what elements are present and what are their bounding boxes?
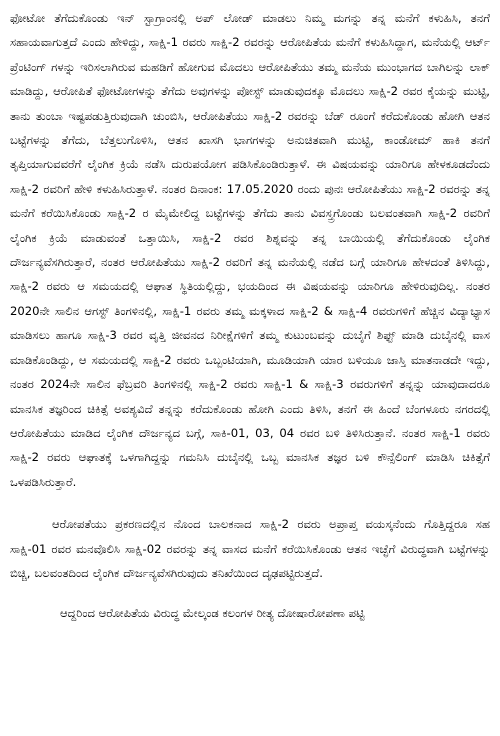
body-paragraph-1: ಫೋಟೋ ತೆಗೆದುಕೊಂಡು ಇನ್ ಸ್ಟಾಗ್ರಾಂನಲ್ಲಿ ಅಪ್ ಲೋಡ್ ಮಾಡಲು ನಿಮ್ಮ ಮಗನ್ನು ತನ್ನ ಮನೆಗೆ ಕಳುಹಿಸಿ, ತನಗೆ ಸಹಾಯವಾಗುತ್ತದೆ ಎಂದು ಹೇಳಿದ್ದು, ಸಾಕ್ಷಿ-1 ರವರು ಸಾಕ್ಷಿ-2 ರವರನ್ನು ಆರೋಪಿತೆಯ ಮನೆಗೆ ಕಳುಹಿಸಿದ್ದಾಗ, ಮನೆಯಲ್ಲಿ ಆರ್ಟ್ ಪ್ರೆಂಟಿಂಗ್ ಗಳನ್ನು ಇರಿಸಲಾಗಿರುವ ಮಹಡಿಗೆ ಹೋಗುವ ಮೊದಲು ಆರೋಪಿತೆಯು ತಮ್ಮ ಮನೆಯ ಮುಂಭಾಗದ ಬಾಗಿಲನ್ನು ಲಾಕ್ ಮಾಡಿದ್ದು, ಆರೋಪಿತೆ ಫೋಟೋಗಳನ್ನು ತೆಗೆದು ಅವುಗಳನ್ನು ಪೋಸ್ಟ್ ಮಾಡುವುದಕ್ಕೂ ಮೊದಲು ಸಾಕ್ಷಿ-2 ರವರ ಕೈಯನ್ನು ಮುಟ್ಟಿ, ತಾನು ತುಂಬಾ ಇಷ್ಟಪಡುತ್ತಿರುವುದಾಗಿ ಚುಂಬಿಸಿ, ಆರೋಪಿತೆಯು ಸಾಕ್ಷಿ-2 ರವರನ್ನು ಬೆಡ್ ರೂಂಗೆ ಕರೆದುಕೊಂಡು ಹೋಗಿ ಆತನ ಬಟ್ಟೆಗಳನ್ನು ತೆಗೆದು, ಬೆತ್ತಲುಗೊಳಿಸಿ, ಆತನ ಖಾಸಗಿ ಭಾಗಗಳನ್ನು ಅನುಚಿತವಾಗಿ ಮುಟ್ಟಿ, ಕಾಂಡೋಮ್ ಹಾಕಿ ತನಗೆ ತೃಪ್ತಿಯಾಗುವವರೆಗೆ ಲೈಂಗಿಕ ಕ್ರಿಯೆ ನಡೆಸಿ ದುರುಪಯೋಗ ಪಡಿಸಿಕೊಂಡಿರುತ್ತಾಳೆ. ಈ ವಿಷಯವನ್ನು ಯಾರಿಗೂ ಹೇಳಕೂಡದೆಂದು ಸಾಕ್ಷಿ-2 ರವರಿಗೆ ಹೇಳಿ ಕಳುಹಿಸಿರುತ್ತಾಳೆ. ನಂತರ ದಿನಾಂಕ: 17.05.2020 ರಂದು ಪುನಃ ಆರೋಪಿತೆಯು ಸಾಕ್ಷಿ-2 ರವರನ್ನು ತನ್ನ ಮನೆಗೆ ಕರೆಯಿಸಿಕೊಂಡು ಸಾಕ್ಷಿ-2 ರ ಮೈಮೇಲಿದ್ದ ಬಟ್ಟೆಗಳನ್ನು ತೆಗೆದು ತಾನು ವಿವಸ್ತ್ರಗೊಂಡು ಬಲವಂತವಾಗಿ ಸಾಕ್ಷಿ-2 ರವರಿಗೆ ಲೈಂಗಿಕ ಕ್ರಿಯೆ ಮಾಡುವಂತೆ ಒತ್ತಾಯಿಸಿ, ಸಾಕ್ಷಿ-2 ರವರ ಶಿಶ್ನವನ್ನು ತನ್ನ ಬಾಯಿಯಲ್ಲಿ ತೆಗೆದುಕೊಂಡು ಲೈಂಗಿಕ ದೌರ್ಜನ್ಯವೆಸಗಿರುತ್ತಾರೆ, ನಂತರ ಆರೋಪಿತೆಯು ಸಾಕ್ಷಿ-2 ರವರಿಗೆ ತನ್ನ ಮನೆಯಲ್ಲಿ ನಡೆದ ಬಗ್ಗೆ ಯಾರಿಗೂ ಹೇಳದಂತೆ ತಿಳಿಸಿದ್ದು, ಸಾಕ್ಷಿ-2 ರವರು ಆ ಸಮಯದಲ್ಲಿ ಆಘಾತ ಸ್ಥಿತಿಯಲ್ಲಿದ್ದು, ಭಯದಿಂದ ಈ ವಿಷಯವನ್ನು ಯಾರಿಗೂ ಹೇಳಿರುವುದಿಲ್ಲ. ನಂತರ 2020ನೇ ಸಾಲಿನ ಆಗಸ್ಟ್ ತಿಂಗಳಿನಲ್ಲಿ, ಸಾಕ್ಷಿ-1 ರವರು ತಮ್ಮ ಮಕ್ಕಳಾದ ಸಾಕ್ಷಿ-2 & ಸಾಕ್ಷಿ-4 ರವರುಗಳಿಗೆ ಹೆಚ್ಚಿನ ವಿದ್ಯಾಭ್ಯಾಸ ಮಾಡಿಸಲು ಹಾಗೂ ಸಾಕ್ಷಿ-3 ರವರ ವೃತ್ತಿ ಜೀವನದ ನಿರೀಕ್ಷೆಗಳಿಗೆ ತಮ್ಮ ಕುಟುಂಬವನ್ನು ದುಬೈಗೆ ಶಿಫ್ಟ್ ಮಾಡಿ ದುಬೈನಲ್ಲಿ ವಾಸ ಮಾಡಿಕೊಂಡಿದ್ದು, ಆ ಸಮಯದಲ್ಲಿ ಸಾಕ್ಷಿ-2 ರವರು ಒಬ್ಬಂಟಿಯಾಗಿ, ಮೂಡಿಯಾಗಿ ಯಾರ ಬಳಿಯೂ ಜಾಸ್ತಿ ಮಾತನಾಡದೇ ಇದ್ದು, ನಂತರ 2024ನೇ ಸಾಲಿನ ಫೆಬ್ರವರಿ ತಿಂಗಳಿನಲ್ಲಿ ಸಾಕ್ಷಿ-2 ರವರು ಸಾಕ್ಷಿ-1 & ಸಾಕ್ಷಿ-3 ರವರುಗಳಿಗೆ ತನ್ನನ್ನು ಯಾವುದಾದರೂ ಮಾನಸಿಕ ತಜ್ಞರಿಂದ ಚಿಕಿತ್ಸೆ ಅವಶ್ಯವಿದೆ ತನ್ನನ್ನು ಕರೆದುಕೊಂಡು ಹೋಗಿ ಎಂದು ತಿಳಿಸಿ, ತನಗೆ ಈ ಹಿಂದೆ ಬೆಂಗಳೂರು ನಗರದಲ್ಲಿ ಆರೋಪಿತೆಯು ಮಾಡಿದ ಲೈಂಗಿಕ ದೌರ್ಜನ್ಯದ ಬಗ್ಗೆ, ಸಾಕಿ-01, 03, 04 ರವರ ಬಳಿ ತಿಳಿಸಿರುತ್ತಾನೆ. ನಂತರ ಸಾಕ್ಷಿ-1 ರವರು ಸಾಕ್ಷಿ-2 ರವರು ಆಘಾತಕ್ಕೆ ಒಳಗಾಗಿದ್ದನ್ನು ಗಮನಿಸಿ ದುಬೈನಲ್ಲಿ ಒಬ್ಬ ಮಾನಸಿಕ ತಜ್ಞರ ಬಳಿ ಕೌನ್ಸೆಲಿಂಗ್ ಮಾಡಿಸಿ ಚಿಕಿತ್ಸೆಗೆ ಒಳಪಡಿಸಿರುತ್ತಾರೆ. — [10, 11, 490, 489]
body-paragraph-2: ಆರೋಪತೆಯು ಪ್ರಕರಣದಲ್ಲಿನ ನೊಂದ ಬಾಲಕನಾದ ಸಾಕ್ಷಿ-2 ರವರು ಅಪ್ರಾಪ್ತ ವಯಸ್ಕನೆಂದು ಗೊತ್ತಿದ್ದರೂ ಸಹ ಸಾಕ್ಷಿ-01 ರವರ ಮನವೊಲಿಸಿ ಸಾಕ್ಷಿ-02 ರವರನ್ನು ತನ್ನ ವಾಸದ ಮನೆಗೆ ಕರೆಯಿಸಿಕೊಂಡು ಆತನ ಇಚ್ಛೆಗೆ ವಿರುದ್ಧವಾಗಿ ಬಟ್ಟೆಗಳನ್ನು ಬಿಚ್ಚಿ, ಬಲವಂತದಿಂದ ಲೈಂಗಿಕ ದೌರ್ಜನ್ಯವೆಸಗಿರುವುದು ತನಿಖೆಯಿಂದ ದೃಢಪಟ್ಟಿರುತ್ತದೆ. — [10, 517, 490, 580]
closing-line: ಆದ್ದರಿಂದ ಆರೋಪಿತೆಯ ವಿರುದ್ಧ ಮೇಲ್ಕಂಡ ಕಲಂಗಳ ರೀತ್ಯ ದೋಷಾರೋಪಣಾ ಪಟ್ಟಿ — [60, 606, 365, 621]
paragraph-spacer — [10, 585, 490, 601]
paragraph-spacer — [10, 494, 490, 512]
